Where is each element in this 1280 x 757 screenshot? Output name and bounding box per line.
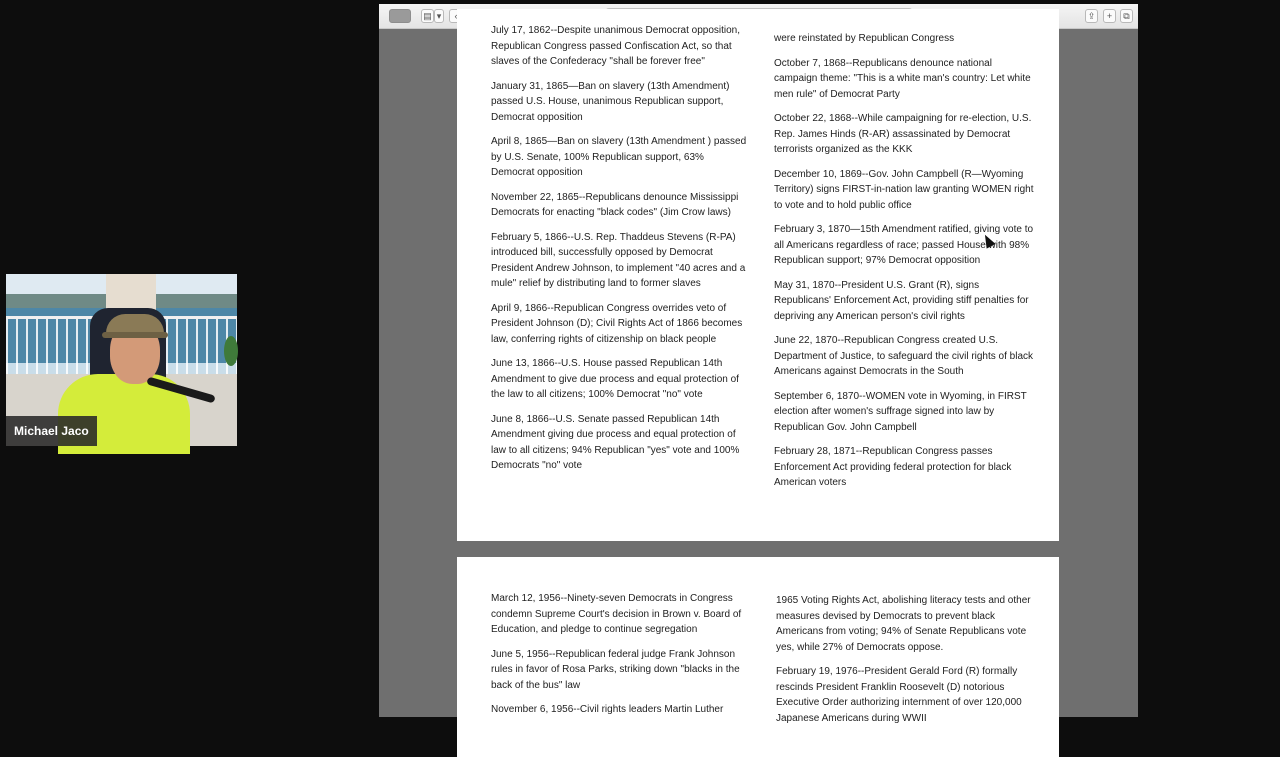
timeline-entry: March 12, 1956--Ninety-seven Democrats in Congress condemn Supreme Court's decision in Brown v. Board of Education, and pledge to continue segregation bbox=[491, 593, 742, 635]
tab-overview-button[interactable]: ⧉ bbox=[1120, 9, 1133, 23]
page1-left-column bbox=[491, 23, 749, 483]
timeline-entry: May 31, 1870--President U.S. Grant (R), signs Republicans' Enforcement Act, providing stiff penalties for depriving any American person's civil rights bbox=[774, 279, 1029, 322]
video-person-cap-visor bbox=[102, 332, 168, 338]
chevron-down-icon[interactable]: ▾ bbox=[434, 9, 444, 23]
window-pill-button[interactable] bbox=[389, 9, 411, 23]
video-background-plant bbox=[224, 336, 238, 366]
timeline-entry: June 5, 1956--Republican federal judge Frank Johnson rules in favor of Rosa Parks, striking down "blacks in the back of the bus" law bbox=[491, 648, 740, 691]
timeline-entry: 1965 Voting Rights Act, abolishing literacy tests and other measures devised by Democrats to prevent black Americans from voting; 94% of Senate Republicans vote yes, while 27% of Democrats oppose. bbox=[776, 595, 1031, 653]
document-page bbox=[457, 557, 1059, 757]
timeline-entry: November 6, 1956--Civil rights leaders Martin Luther bbox=[491, 704, 724, 715]
timeline-entry: June 22, 1870--Republican Congress created U.S. Department of Justice, to safeguard the civil rights of black Americans against Democrats in the South bbox=[774, 335, 1034, 377]
new-tab-button[interactable]: + bbox=[1103, 9, 1116, 23]
back-button[interactable]: ‹ bbox=[449, 9, 463, 23]
timeline-entry: February 3, 1870—15th Amendment ratified, giving vote to all Americans regardless of race; passed House with 98% Republican support; 97% Democrat opposition bbox=[774, 224, 1034, 266]
page2-left-column bbox=[491, 591, 749, 727]
timeline-entry: April 8, 1865—Ban on slavery (13th Amendment ) passed by U.S. Senate, 100% Republican support, 63% Democrat opposition bbox=[491, 136, 747, 178]
timeline-entry: February 5, 1866--U.S. Rep. Thaddeus Stevens (R-PA) introduced bill, successfully opposed by Democrat President Andrew Johnson, to implement "40 acres and a mule" relief by distributing land to former slaves bbox=[491, 231, 746, 289]
timeline-entry: February 28, 1871--Republican Congress passes Enforcement Act providing federal protection for black American voters bbox=[774, 446, 1012, 488]
pdf-viewport[interactable] bbox=[379, 25, 1138, 724]
timeline-entry: were reinstated by Republican Congress bbox=[774, 33, 955, 44]
timeline-entry: October 7, 1868--Republicans denounce national campaign theme: "This is a white man's country: Let white men rule" of Democrat Party bbox=[774, 57, 1031, 100]
browser-window bbox=[379, 4, 1138, 724]
timeline-entry: February 19, 1976--President Gerald Ford (R) formally rescinds President Franklin Roosevelt (D) notorious Executive Order authorizing internment of over 120,000 Japanese Americans during WWII bbox=[776, 666, 1022, 724]
timeline-entry: November 22, 1865--Republicans denounce Mississippi Democrats for enacting "black codes" (Jim Crow laws) bbox=[491, 191, 739, 218]
timeline-entry: July 17, 1862--Despite unanimous Democrat opposition, Republican Congress passed Confiscation Act, so that slaves of the Confederacy "shall be forever free" bbox=[491, 25, 741, 67]
timeline-entry: April 9, 1866--Republican Congress overrides veto of President Johnson (D); Civil Rights Act of 1866 becomes law, conferring rights of citizenship on black people bbox=[491, 302, 743, 345]
share-button[interactable]: ⇪ bbox=[1085, 9, 1098, 23]
sidebar-icon[interactable]: ▤ bbox=[421, 9, 434, 23]
page2-right-column bbox=[776, 593, 1038, 735]
timeline-entry: October 22, 1868--While campaigning for re-election, U.S. Rep. James Hinds (R-AR) assassinated by Democrat terrorists organized as the KKK bbox=[774, 113, 1032, 155]
document-page bbox=[457, 9, 1059, 541]
timeline-entry: December 10, 1869--Gov. John Campbell (R—Wyoming Territory) signs FIRST-in-nation law granting WOMEN right to vote and to hold public office bbox=[774, 168, 1034, 211]
page1-right-column bbox=[774, 31, 1036, 500]
timeline-entry: June 8, 1866--U.S. Senate passed Republican 14th Amendment giving due process and equal protection of law to all citizens; 94% Republican "yes" vote and 100% Democrats "no" vote bbox=[491, 413, 740, 471]
participant-name-label: Michael Jaco bbox=[6, 416, 97, 446]
timeline-entry: January 31, 1865—Ban on slavery (13th Amendment) passed U.S. House, unanimous Republican support, Democrat opposition bbox=[491, 80, 730, 123]
timeline-entry: June 13, 1866--U.S. House passed Republican 14th Amendment to give due process and equal protection of the law to all citizens; 100% Democrat "no" vote bbox=[491, 358, 739, 400]
timeline-entry: September 6, 1870--WOMEN vote in Wyoming, in FIRST election after women's suffrage signed into law by Republican Gov. John Campbell bbox=[774, 390, 1027, 433]
